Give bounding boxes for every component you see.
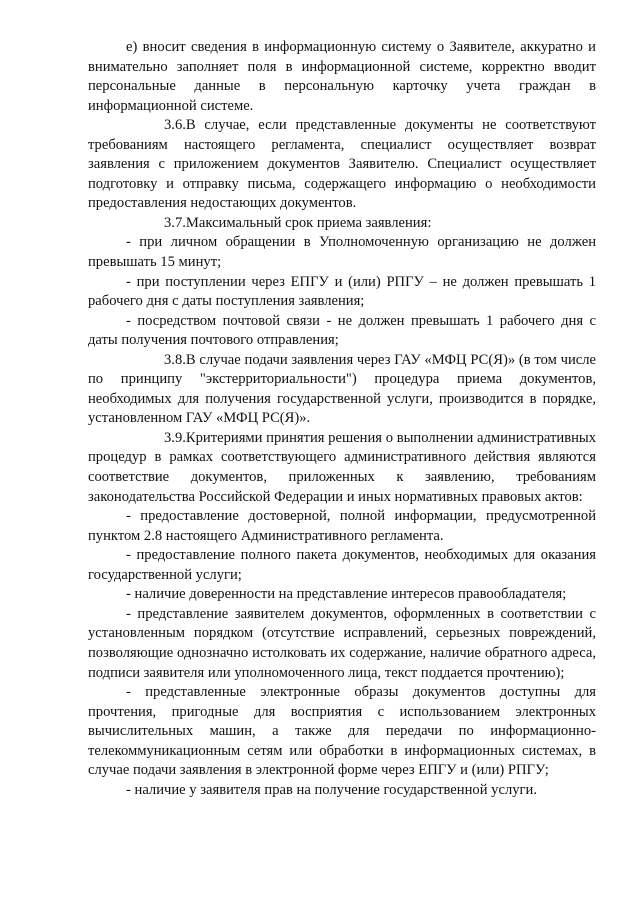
paragraph-3-8 [88, 351, 596, 429]
section-number: 3.7. [164, 214, 186, 231]
paragraph-text: - наличие доверенности на представление интересов правообладателя; [126, 586, 567, 603]
section-number: 3.6. [164, 117, 186, 134]
list-item [88, 683, 596, 781]
list-item [88, 507, 596, 546]
paragraph-3-7 [88, 214, 596, 234]
paragraph-text: - представленные электронные образы документов доступны для прочтения, пригодные для восприятия с использованием электронных вычислительных машин, а также для передачи по информационно-телекоммуникационным сетям или обработки в информационных системах, в случае подачи заявления в электронной форме через ЕПГУ и (или) РПГУ; [88, 684, 596, 779]
paragraph-text: Максимальный срок приема заявления: [185, 214, 432, 231]
paragraph-text: Критериями принятия решения о выполнении административных процедур в рамках соответствующего административного действия являются соответствие документов, приложенных к заявлению, требованиям законодательства Российской Федерации и иных нормативных правовых актов: [88, 429, 596, 505]
paragraph-text: - предоставление достоверной, полной информации, предусмотренной пунктом 2.8 настоящего Административного регламента. [88, 508, 596, 544]
paragraph-text: - посредством почтовой связи - не должен превышать 1 рабочего дня с даты получения почтового отправления; [88, 312, 596, 349]
paragraph-text: В случае, если представленные документы не соответствуют требованиям настоящего регламента, специалист осуществляет возврат заявления с приложением документов Заявителю. Специалист осуществляет подготовку и отправку письма, содержащего информацию о необходимости предоставления недостающих документов. [88, 117, 596, 212]
list-item [88, 273, 596, 312]
paragraph-text: В случае подачи заявления через ГАУ «МФЦ РС(Я)» (в том числе по принципу "экстерриториальности") процедура приема документов, необходимых для получения государственной услуги, производится в порядке, установленном ГАУ «МФЦ РС(Я)». [88, 351, 596, 427]
list-item [88, 781, 596, 801]
paragraph-text: е) вносит сведения в информационную систему о Заявителе, аккуратно и внимательно заполняет поля в информационной системе, корректно вводит персональные данные в персональную карточку учета граждан в информационной системе. [88, 39, 596, 114]
paragraph-3-9 [88, 429, 596, 507]
list-item [88, 233, 596, 272]
list-item [88, 605, 596, 683]
section-number: 3.9. [164, 429, 186, 446]
section-number: 3.8. [164, 351, 186, 368]
paragraph-text: - при поступлении через ЕПГУ и (или) РПГУ – не должен превышать 1 рабочего дня с даты поступления заявления; [88, 273, 596, 310]
paragraph-3-6 [88, 116, 596, 214]
paragraph-text: - при личном обращении в Уполномоченную организацию не должен превышать 15 минут; [88, 234, 596, 271]
paragraph-text: - наличие у заявителя прав на получение государственной услуги. [126, 781, 537, 798]
paragraph-text: - предоставление полного пакета документов, необходимых для оказания государственной услуги; [88, 547, 596, 583]
document-page [88, 38, 596, 800]
paragraph-text: - представление заявителем документов, оформленных в соответствии с установленным порядком (отсутствие исправлений, серьезных повреждений, позволяющие однозначно истолковать их содержание, наличие обратного адреса, подписи заявителя или уполномоченного лица, текст поддается прочтению); [88, 605, 596, 681]
list-item [88, 585, 596, 605]
list-item [88, 546, 596, 585]
paragraph-e [88, 38, 596, 116]
list-item [88, 312, 596, 351]
